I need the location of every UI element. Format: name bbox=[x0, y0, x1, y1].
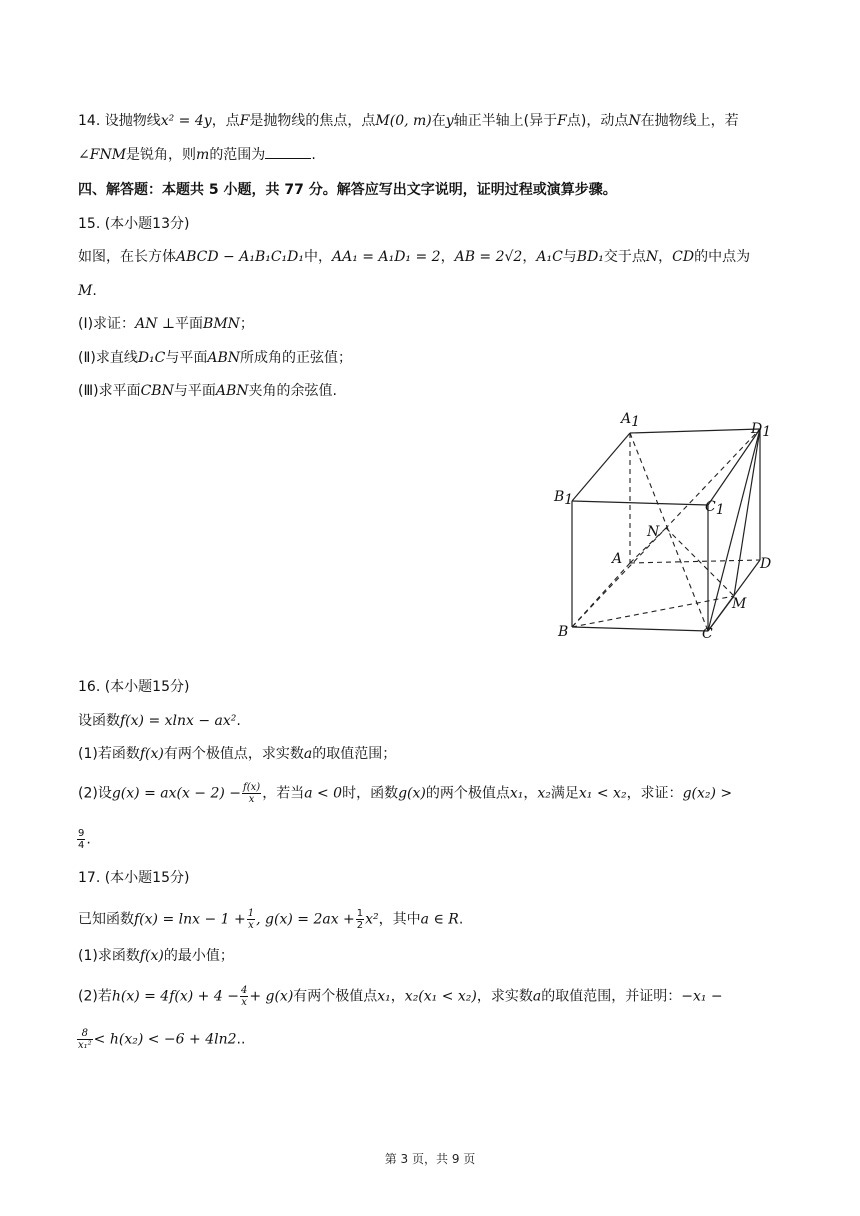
q16-part-1: (1)若函数f(x)有两个极值点，求实数a的取值范围； bbox=[78, 746, 397, 762]
q15-part-2: (Ⅱ)求直线D₁C与平面ABN所成角的正弦值； bbox=[78, 350, 353, 366]
fraction-4-over-x: $\frac{4}{x}$ bbox=[240, 985, 248, 1008]
q15-line-1: 如图，在长方体ABCD − A₁B₁C₁D₁中，AA₁ = A₁D₁ = 2，AB = 2√2，A₁C与BD₁交于点N，CD的中点为 bbox=[78, 249, 751, 265]
q16-part-2-cont: $\frac{9}{4}$ . bbox=[78, 828, 91, 851]
edge-BC bbox=[572, 627, 708, 631]
page-footer: 第 3 页，共 9 页 bbox=[384, 1152, 476, 1166]
q17-part-2-cont: $\frac{8}{\text{x₁²}}$ < h(x₂) < −6 + 4ln2.. bbox=[78, 1028, 246, 1051]
fraction-9-over-4: $\frac{9}{4}$ bbox=[78, 828, 85, 851]
q15-part-3: (Ⅲ)求平面CBN与平面ABN夹角的余弦值. bbox=[78, 383, 337, 399]
label-C1: C1 bbox=[705, 499, 725, 518]
section-heading: 四、解答题：本题共 5 小题，共 77 分。解答应写出文字说明，证明过程或演算步骤。 bbox=[78, 182, 617, 198]
q16-definition: 设函数f(x) = xlnx − ax². bbox=[78, 713, 241, 729]
answer-blank bbox=[265, 145, 311, 159]
fraction-fx-over-x: $\frac{f(x)}{x}$ bbox=[243, 782, 261, 805]
q17-heading: 17. (本小题15分) bbox=[78, 870, 190, 886]
label-D: D bbox=[760, 556, 772, 572]
fraction-8-over-x1sq: $\frac{8}{\text{x₁²}}$ bbox=[78, 1028, 92, 1051]
q17-definition: 已知函数f(x) = lnx − 1 + $\frac{1}{x}$ , g(x) = 2ax + $\frac{1}{2}$ x²，其中a ∈ R. bbox=[78, 908, 464, 931]
label-A: A bbox=[612, 551, 623, 567]
q14-line-1: 14. 设抛物线x² = 4y，点F是抛物线的焦点，点M(0, m)在y轴正半轴上(异于F点)，动点N在抛物线上，若 bbox=[78, 113, 739, 129]
edge-AD bbox=[630, 560, 760, 563]
q14-line-2: ∠FNM是锐角，则m的范围为 . bbox=[78, 147, 316, 163]
edge-D1C1 bbox=[708, 429, 760, 505]
label-B1: B1 bbox=[554, 489, 574, 508]
label-D1: D1 bbox=[751, 421, 772, 440]
q17-part-2: (2)若h(x) = 4f(x) + 4 − $\frac{4}{x}$ + g(x)有两个极值点x₁，x₂(x₁ < x₂)，求实数a的取值范围，并证明：−x₁ − bbox=[78, 985, 723, 1008]
q15-part-1: (Ⅰ)求证：AN ⊥平面BMN； bbox=[78, 316, 254, 332]
q17-part-1: (1)求函数f(x)的最小值； bbox=[78, 948, 234, 964]
q16-heading: 16. (本小题15分) bbox=[78, 679, 190, 695]
q16-part-2: (2)设g(x) = ax(x − 2) − $\frac{f(x)}{x}$ ，若当a < 0时，函数g(x)的两个极值点x₁，x₂满足x₁ < x₂，求证：g(x₂) > bbox=[78, 782, 733, 805]
edge-A1B1 bbox=[572, 433, 630, 501]
cuboid-figure bbox=[545, 405, 785, 645]
diag-A1C bbox=[630, 433, 708, 631]
label-B: B bbox=[558, 624, 569, 640]
edge-A1D1 bbox=[630, 429, 760, 433]
q15-line-2: M. bbox=[78, 283, 97, 299]
label-M: M bbox=[732, 596, 747, 612]
label-N: N bbox=[647, 524, 660, 540]
fraction-1-over-2: $\frac{1}{2}$ bbox=[356, 908, 364, 931]
fraction-1-over-x: $\frac{1}{x}$ bbox=[247, 908, 255, 931]
label-A1: A1 bbox=[621, 411, 641, 430]
edge-B1C1 bbox=[572, 501, 708, 505]
q15-heading: 15. (本小题13分) bbox=[78, 216, 190, 232]
label-C: C bbox=[702, 626, 713, 642]
